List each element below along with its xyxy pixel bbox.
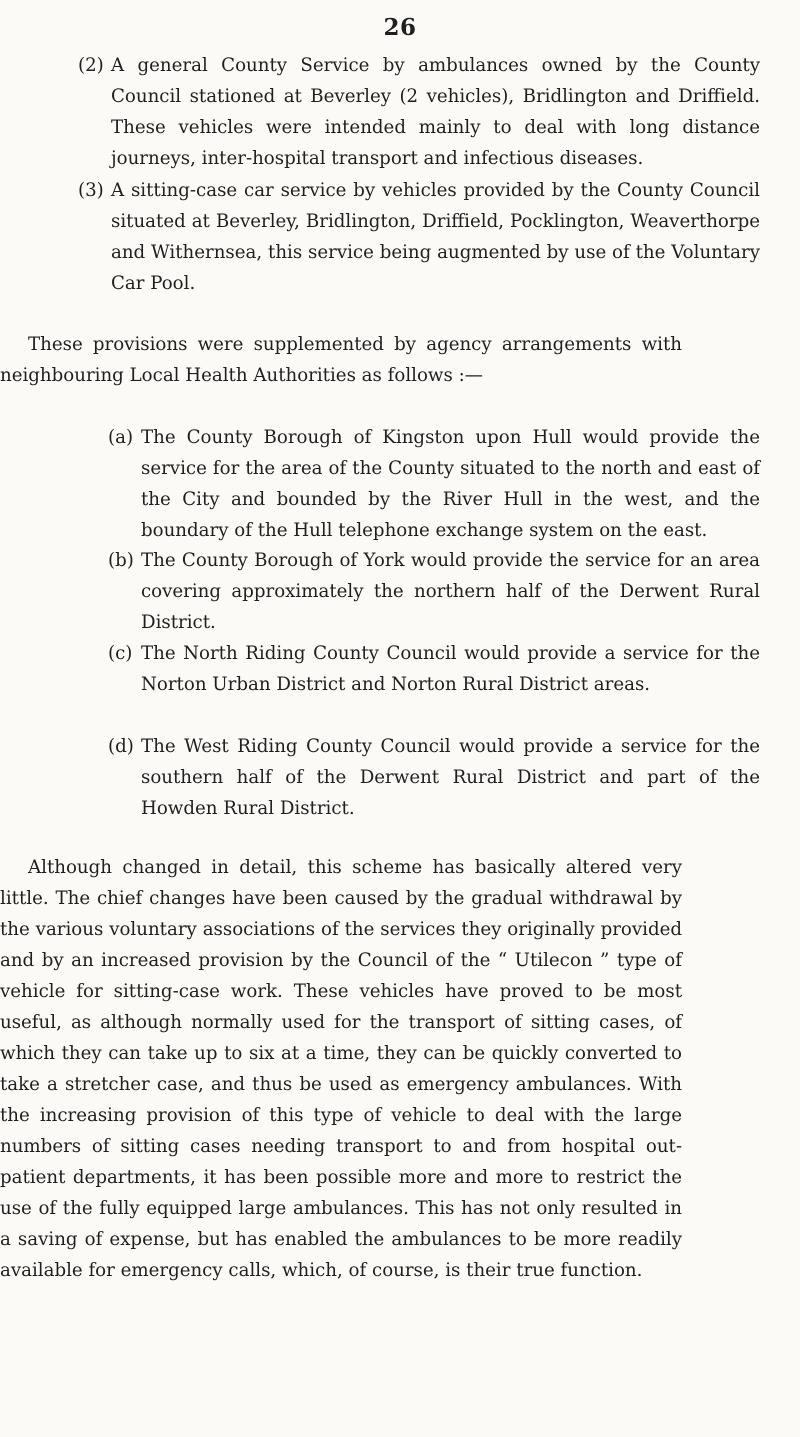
numbered-item-2	[0, 50, 800, 174]
item-text: A general County Service by ambulances owned by the County Council stationed at Beverley (2 vehicles), Bridlington and Driffield. These vehicles were intended mainly to deal with long distance journeys, inter-hospital transport and infectious diseases.	[111, 55, 760, 169]
closing-paragraph	[0, 852, 800, 1286]
item-label: (c)	[108, 643, 133, 664]
lettered-item-a	[0, 422, 800, 546]
page-number: 26	[383, 14, 417, 41]
numbered-item-3	[0, 175, 800, 299]
item-label: (3)	[78, 180, 104, 201]
intro-paragraph-text: These provisions were supplemented by agency arrangements with neighbouring Local Health Authorities as follows :—	[0, 334, 682, 386]
item-label: (b)	[108, 550, 134, 571]
item-label: (2)	[78, 55, 104, 76]
item-label: (d)	[108, 736, 134, 757]
item-label: (a)	[108, 427, 134, 448]
intro-paragraph	[0, 329, 800, 391]
item-text: The West Riding County Council would provide a service for the southern half of the Derwent Rural District and part of the Howden Rural District.	[141, 736, 760, 819]
item-text: The County Borough of York would provide the service for an area covering approximately the northern half of the Derwent Rural District.	[141, 550, 760, 633]
item-text: The County Borough of Kingston upon Hull would provide the service for the area of the County situated to the north and east of the City and bounded by the River Hull in the west, and the boundary of the Hull telephone exchange system on the east.	[141, 427, 760, 541]
lettered-item-c	[0, 638, 800, 700]
lettered-item-b	[0, 545, 800, 638]
item-text: The North Riding County Council would provide a service for the Norton Urban District and Norton Rural District areas.	[141, 643, 760, 695]
closing-paragraph-text: Although changed in detail, this scheme has basically altered very little. The chief changes have been caused by the gradual withdrawal by the various voluntary associations of the services they originally provided and by an increased provision by the Council of the “ Utilecon ” type of vehicle for sitting-case work. These vehicles have proved to be most useful, as although normally used for the transport of sitting cases, of which they can take up to six at a time, they can be quickly converted to take a stretcher case, and thus be used as emergency ambulances. With the increasing provision of this type of vehicle to deal with the large numbers of sitting cases needing transport to and from hospital out-patient departments, it has been possible more and more to restrict the use of the fully equipped large ambulances. This has not only resulted in a saving of expense, but has enabled the ambulances to be more readily available for emergency calls, which, of course, is their true function.	[0, 857, 682, 1281]
lettered-item-d	[0, 731, 800, 824]
item-text: A sitting-case car service by vehicles provided by the County Council situated at Beverley, Bridlington, Driffield, Pocklington, Weaverthorpe and Withernsea, this service being augmented by use of the Voluntary Car Pool.	[111, 180, 760, 294]
